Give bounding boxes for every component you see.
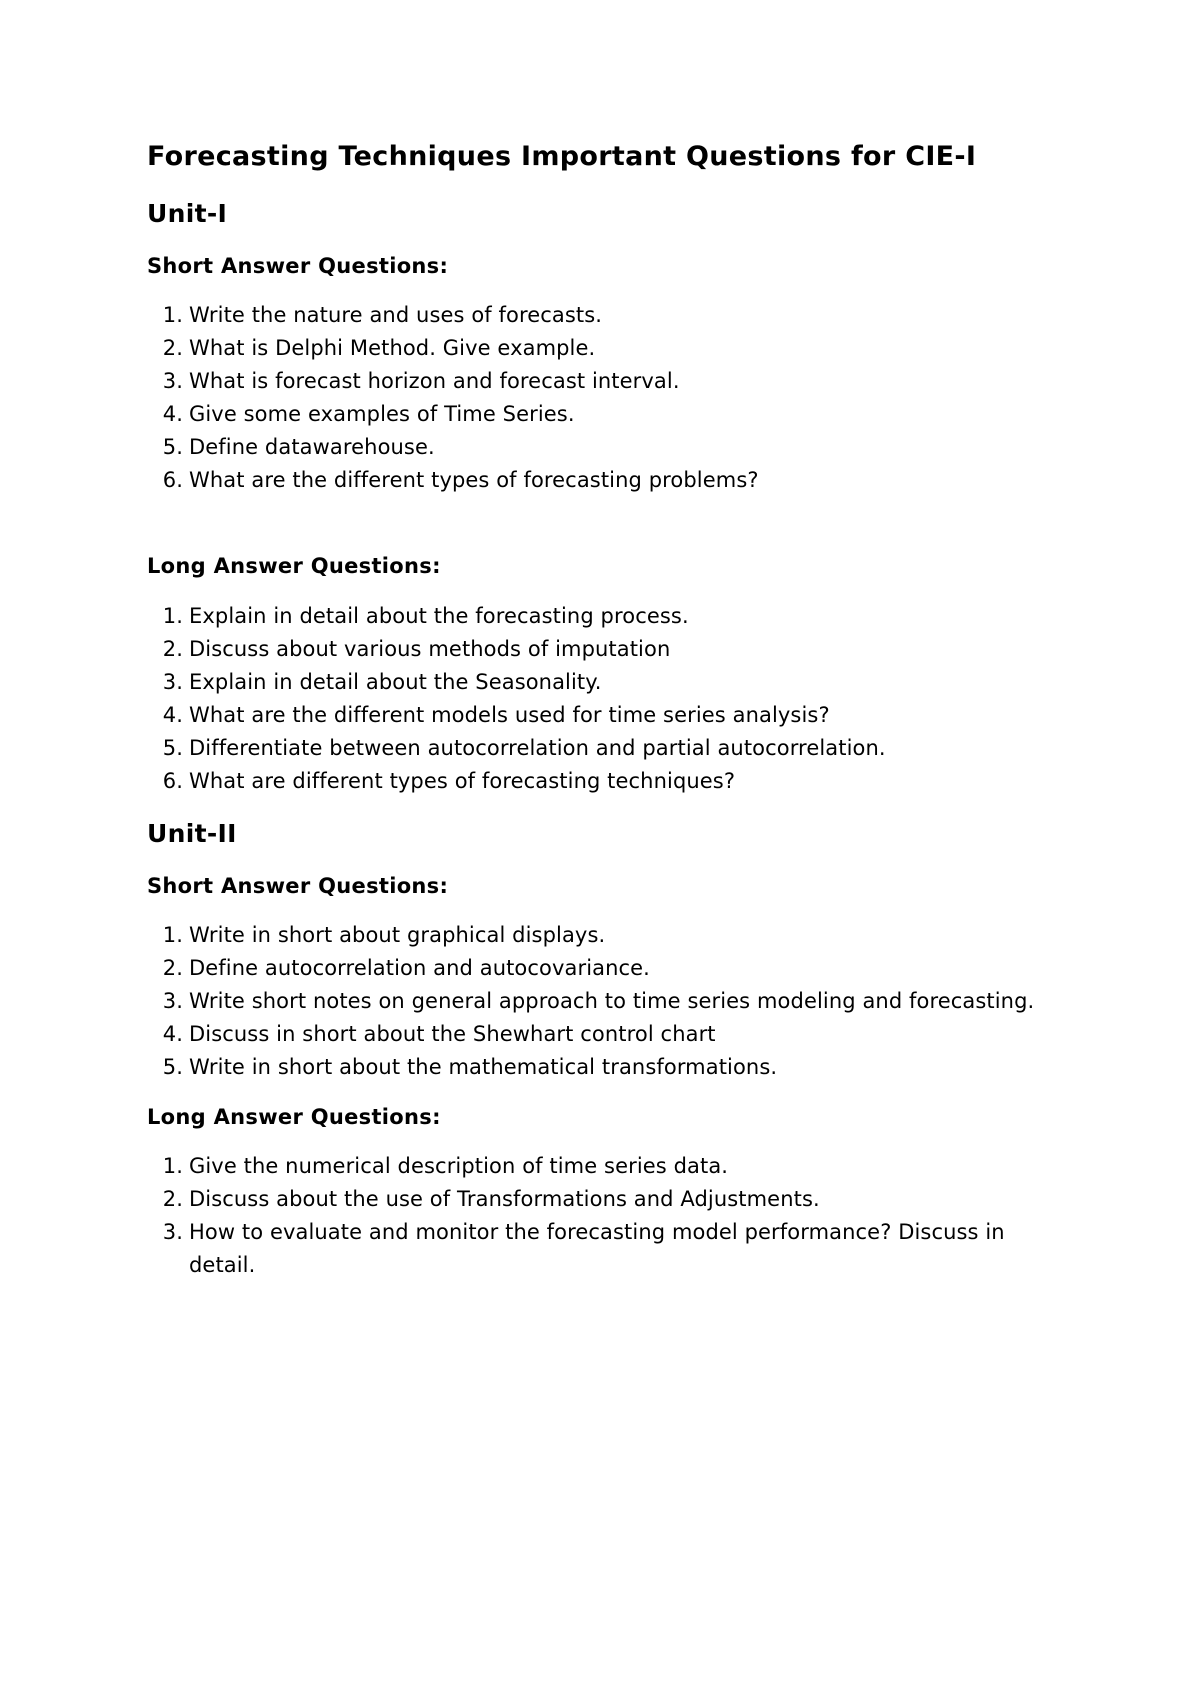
item-number: 1. — [162, 1154, 183, 1179]
item-text: What is forecast horizon and forecast interval. — [189, 369, 680, 394]
item-number: 3. — [162, 369, 183, 394]
list-item — [147, 1018, 1067, 1051]
item-text: What are the different types of forecasting problems? — [189, 468, 759, 493]
list-item — [147, 600, 1067, 633]
long-answer-heading: Long Answer Questions: — [147, 554, 441, 579]
item-text: What is Delphi Method. Give example. — [189, 336, 596, 361]
long-answer-heading: Long Answer Questions: — [147, 1105, 441, 1129]
document-page — [147, 140, 1067, 1282]
list-item — [147, 919, 1067, 952]
item-number: 2. — [162, 636, 183, 661]
list-item — [147, 365, 1067, 398]
item-text: Define autocorrelation and autocovariance. — [189, 956, 650, 980]
unit-heading: Unit-II — [147, 818, 237, 848]
long-answer-list — [147, 1150, 1067, 1282]
item-text: Write short notes on general approach to time series modeling and forecasting. — [189, 989, 1035, 1013]
item-text: Write in short about the mathematical transformations. — [189, 1055, 778, 1079]
list-item — [147, 1051, 1067, 1084]
short-answer-list — [147, 919, 1067, 1084]
list-item — [147, 1150, 1067, 1183]
item-number: 2. — [162, 956, 183, 980]
item-text: What are different types of forecasting techniques? — [189, 768, 736, 793]
list-item — [147, 398, 1067, 431]
list-item — [147, 633, 1067, 666]
item-text: Differentiate between autocorrelation and partial autocorrelation. — [189, 735, 886, 760]
item-text: Give the numerical description of time series data. — [189, 1154, 729, 1179]
item-text: Write in short about graphical displays. — [189, 923, 606, 947]
short-answer-heading: Short Answer Questions: — [147, 254, 449, 278]
item-number: 2. — [162, 1187, 183, 1212]
item-number: 3. — [162, 669, 183, 694]
item-number: 3. — [162, 989, 183, 1013]
list-item — [147, 699, 1067, 732]
item-text: How to evaluate and monitor the forecasting model performance? Discuss in detail. — [189, 1220, 1005, 1278]
item-text: Discuss about the use of Transformations and Adjustments. — [189, 1187, 820, 1212]
item-number: 4. — [162, 702, 183, 727]
list-item — [147, 332, 1067, 365]
item-number: 6. — [162, 468, 183, 493]
list-item — [147, 299, 1067, 332]
item-number: 1. — [162, 303, 183, 328]
unit-heading: Unit-I — [147, 198, 228, 228]
item-number: 5. — [162, 735, 183, 760]
short-answer-heading: Short Answer Questions: — [147, 873, 449, 898]
item-number: 1. — [162, 603, 183, 628]
list-item — [147, 1216, 1067, 1282]
item-number: 4. — [162, 402, 183, 427]
document-title: Forecasting Techniques Important Questions for CIE-I — [147, 141, 977, 172]
short-answer-list — [147, 299, 1067, 497]
item-text: Give some examples of Time Series. — [189, 402, 575, 427]
item-text: Discuss about various methods of imputation — [189, 636, 671, 661]
list-item — [147, 464, 1067, 497]
item-text: Explain in detail about the forecasting process. — [189, 603, 689, 628]
item-number: 6. — [162, 768, 183, 793]
list-item — [147, 952, 1067, 985]
list-item — [147, 666, 1067, 699]
item-number: 5. — [162, 1055, 183, 1079]
item-text: Discuss in short about the Shewhart control chart — [189, 1022, 716, 1046]
item-number: 1. — [162, 923, 183, 947]
item-number: 5. — [162, 435, 183, 460]
list-item — [147, 431, 1067, 464]
item-number: 3. — [162, 1220, 183, 1245]
long-answer-list — [147, 600, 1067, 798]
item-number: 2. — [162, 336, 183, 361]
item-text: What are the different models used for time series analysis? — [189, 702, 830, 727]
item-text: Explain in detail about the Seasonality. — [189, 669, 602, 694]
list-item — [147, 765, 1067, 798]
item-text: Write the nature and uses of forecasts. — [189, 303, 603, 328]
list-item — [147, 985, 1067, 1018]
item-number: 4. — [162, 1022, 183, 1046]
list-item — [147, 732, 1067, 765]
item-text: Define datawarehouse. — [189, 435, 435, 460]
list-item — [147, 1183, 1067, 1216]
